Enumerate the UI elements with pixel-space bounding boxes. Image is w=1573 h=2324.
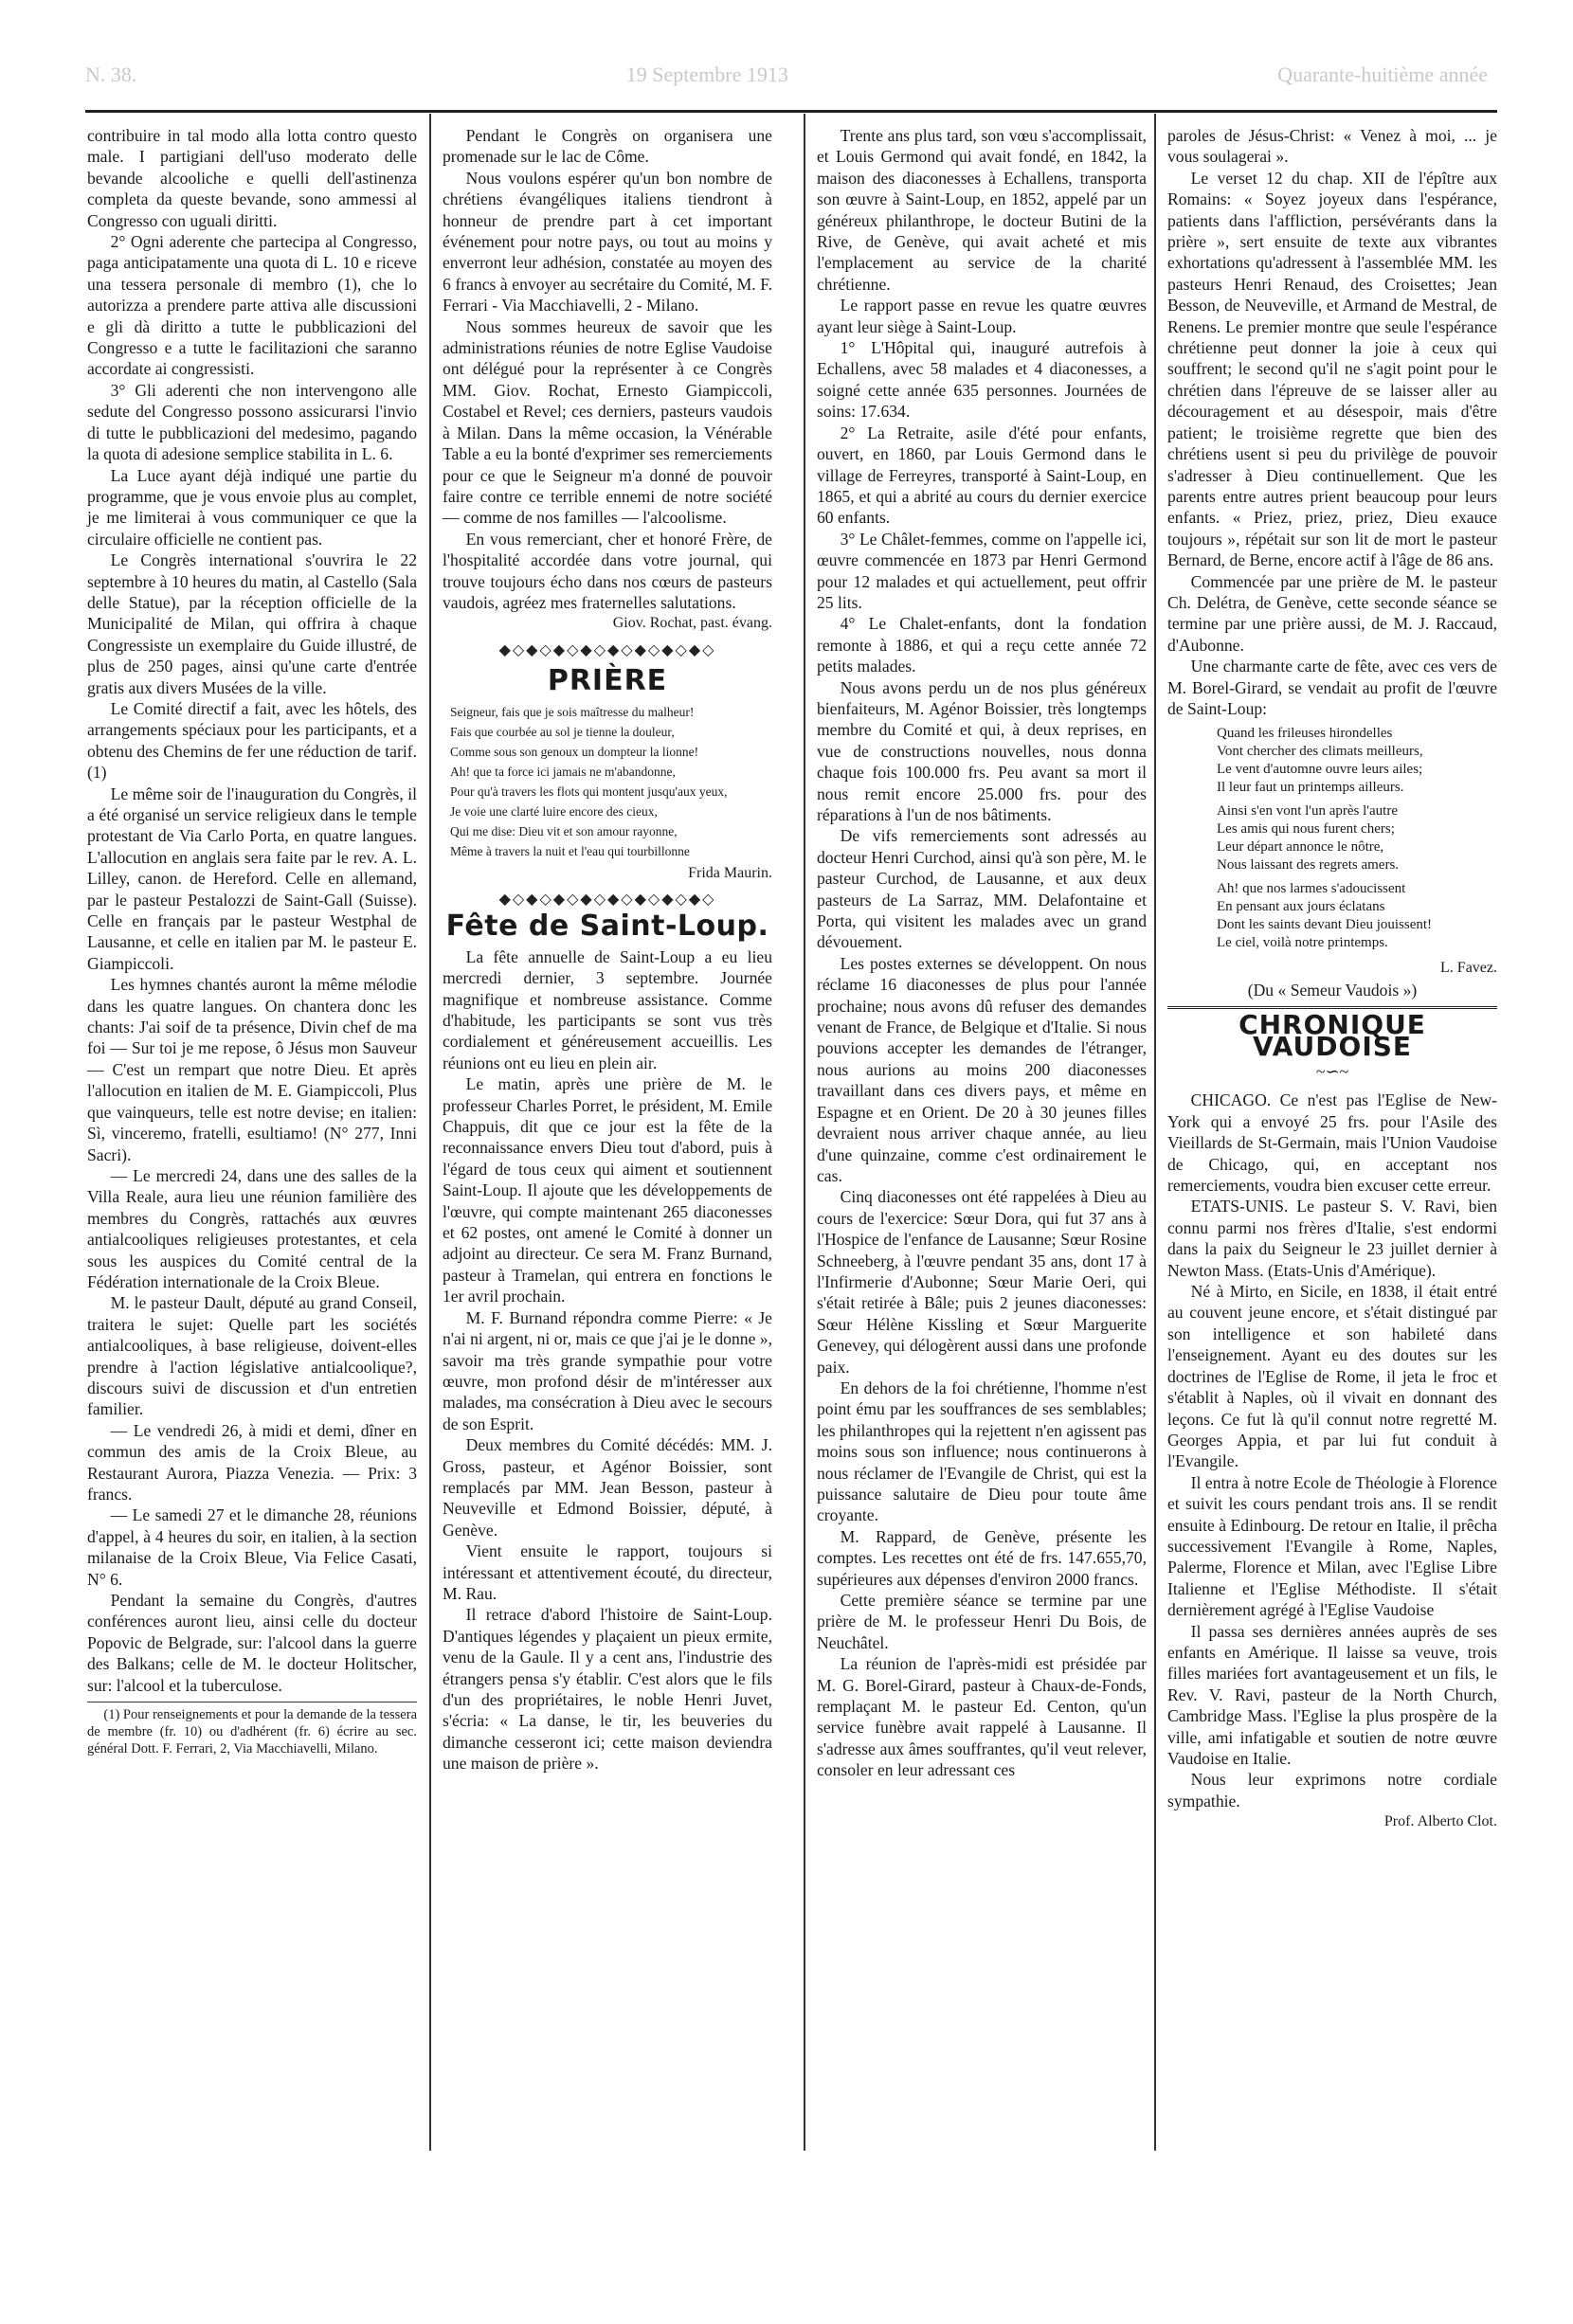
paragraph: paroles de Jésus-Christ: « Venez à moi, ... je vous soulagerai ». bbox=[1167, 126, 1497, 167]
column-4 bbox=[1167, 125, 1497, 1833]
paragraph: 2° Ogni aderente che partecipa al Congresso, paga anticipatamente una quota di L. 10 e riceve una tessera personale di membro (1), che lo autorizza a prendere parte attiva alle discussioni e gli dà diritto a tutte le pubblicazioni del Congresso e a tutte le facilitazioni che saranno accordate ai congressisti. bbox=[87, 232, 417, 379]
paragraph: Les hymnes chantés auront la même mélodie dans les quatre langues. On chantera donc les chants: J'ai soif de ta présence, Divin chef de ma foi — Sur toi je me repose, ô Jésus mon Sauveur — C'est un rempart que notre Dieu. Et après l'allocution en italien de M. E. Giampiccoli, Plus que vainqueurs, telle est notre devise; en italien: Sì, vinceremo, fratelli, esultiamo! (N° 277, Inni Sacri). bbox=[87, 975, 417, 1164]
paragraph: La Luce ayant déjà indiqué une partie du programme, que je vous envoie plus au complet, je me limiterai à vous communiquer ce que la circulaire officielle ne contient pas. bbox=[87, 465, 417, 549]
poem-line: Seigneur, fais que je sois maîtresse du malheur! bbox=[450, 704, 695, 719]
poem-line: Ah! que nos larmes s'adoucissent bbox=[1217, 881, 1406, 897]
paragraph: Il entra à notre Ecole de Théologie à Florence et suivit les cours pendant trois ans. Il se rendit ensuite à Edinbourg. De retour en Italie, il prêcha successivement l'Evangile à Rome, Naples, Palerme, Florence et Milan, avec l'Eglise Libre Italienne et l'Eglise Méthodiste. Il s'était dernièrement agrégé à l'Eglise Vaudoise bbox=[1167, 1472, 1497, 1620]
section-title-priere: PRIÈRE bbox=[547, 664, 668, 698]
paragraph: 3° Gli aderenti che non intervengono alle sedute del Congresso possono assicurarsi l'invio di tutte le pubblicazioni del medesimo, pagando la quota di adesione semplice stabilita in L. 6. bbox=[87, 380, 417, 464]
poem-line: Même à travers la nuit et l'eau qui tourbillonne bbox=[450, 843, 690, 858]
paragraph: Cette première séance se termine par une prière de M. le professeur Henri Du Bois, de Neuchâtel. bbox=[817, 1591, 1147, 1652]
paragraph: ETATS-UNIS. Le pasteur S. V. Ravi, bien connu parmi nos frères d'Italie, s'est endormi dans la paix du Seigneur le 23 juillet dernier à Newton Mass. (Etats-Unis d'Amérique). bbox=[1167, 1197, 1497, 1280]
paragraph: Pendant le Congrès on organisera une promenade sur le lac de Côme. bbox=[443, 126, 772, 167]
poem-line: Dont les saints devant Dieu jouissent! bbox=[1217, 917, 1433, 933]
column-1 bbox=[87, 125, 417, 1757]
paragraph: Nous sommes heureux de savoir que les administrations réunies de notre Eglise Vaudoise ont délégué pour la représenter à ce Congrès MM. Giov. Rochat, Ernesto Giampiccoli, Costabel et Revel; ces derniers, pasteurs vaudois à Milan. Dans la même occasion, la Vénérable Table a eu la bonté d'exprimer ses remerciements pour ce que le Seigneur m'a donné de pouvoir faire contre ce terrible ennemi de notre société — comme de nos familles — l'alcoolisme. bbox=[443, 316, 772, 528]
top-rule bbox=[85, 110, 1497, 113]
paragraph: Les postes externes se développent. On nous réclame 16 diaconesses de plus pour l'année prochaine; nous avons dû refuser des demandes venant de France, de Belgique et d'Italie. Si nous pouvions accepter les demandes de l'étranger, nous aurions au moins 200 diaconesses travaillant dans ces divers pays, et même en Espagne et en Orient. De 20 à 30 jeunes filles devraient nous arriver chaque année, au lieu d'une quinzaine, comme c'est ordinairement le cas. bbox=[817, 953, 1147, 1185]
poem-stanza bbox=[1217, 725, 1497, 797]
paragraph: Le rapport passe en revue les quatre œuvres ayant leur siège à Saint-Loup. bbox=[817, 296, 1147, 336]
paragraph: Nous avons perdu un de nos plus généreux bienfaiteurs, M. Agénor Boissier, très longtemps membre du Comité et qui, à deux reprises, en vue de constructions nouvelles, nous donna chaque fois 100.000 frs. Peu avant sa mort il nous remit encore 25.000 frs. pour des réparations à l'un de nos bâtiments. bbox=[817, 677, 1147, 824]
poem-line: Ah! que ta force ici jamais ne m'abandonne, bbox=[450, 764, 676, 779]
paragraph: Le Congrès international s'ouvrira le 22 septembre à 10 heures du matin, al Castello (Sala delle Statue), par la réception officielle de la Municipalité de Milan, qui offrira à chaque Congressiste un exemplaire du Guide illustré, de plus de 250 pages, ainsi qu'une carte d'entrée gratis aux divers Musées de la ville. bbox=[87, 550, 417, 697]
paragraph: Le même soir de l'inauguration du Congrès, il a été organisé un service religieux dans le temple protestant de Via Carlo Porta, en quatre langues. L'allocution en anglais sera faite par le rev. A. L. Lilley, canon. de Hereford. Celle en allemand, par le pasteur Pestalozzi de Saint-Gall (Suisse). Celle en français par le pasteur Westphal de Lausanne, et celle en italien par M. le pasteur E. Giampiccoli. bbox=[87, 784, 417, 973]
poem-line: Vont chercher des climats meilleurs, bbox=[1217, 744, 1423, 760]
paragraph: Il passa ses dernières années auprès de ses enfants en Amérique. Il laisse sa veuve, trois filles mariées fort avantageusement et un fils, le Rev. V. Ravi, pasteur de la North Church, Cambridge Mass. l'Eglise la plus prospère de la ville, ami infatigable et soutien de notre œuvre Vaudoise en Italie. bbox=[1167, 1621, 1497, 1768]
paragraph: Vient ensuite le rapport, toujours si intéressant et attentivement écouté, du directeur, M. Rau. bbox=[443, 1541, 772, 1603]
paragraph: Une charmante carte de fête, avec ces vers de M. Borel-Girard, se vendait au profit de l'œuvre de Saint-Loup: bbox=[1167, 657, 1497, 718]
paragraph: La réunion de l'après-midi est présidée par M. G. Borel-Girard, pasteur à Chaux-de-Fonds, remplaçant M. le pasteur Ed. Centon, qu'un service funèbre avait rappelé à Lausanne. Il s'adresse aux âmes souffrantes, qu'il veut relever, consoler en leur adressant ces bbox=[817, 1654, 1147, 1780]
issue-date: 19 Septembre 1913 bbox=[625, 63, 788, 86]
poem-line: Pour qu'à travers les flots qui montent jusqu'aux yeux, bbox=[450, 784, 728, 799]
paragraph: Commencée par une prière de M. le pasteur Ch. Delétra, de Genève, cette seconde séance se termine par une prière aussi, de M. J. Raccaud, d'Aubonne. bbox=[1167, 571, 1497, 655]
issue-number: N. 38. bbox=[85, 63, 137, 86]
poem-line: Je voie une clarté luire encore des cieux, bbox=[450, 803, 658, 819]
column-divider bbox=[804, 114, 805, 2151]
paragraph: 4° Le Chalet-enfants, dont la fondation remonte à 1886, et qui a reçu cette année 72 petits malades. bbox=[817, 614, 1147, 676]
poem-line: Il leur faut un printemps ailleurs. bbox=[1217, 780, 1404, 796]
poem-line: Qui me dise: Dieu vit et son amour rayonne, bbox=[450, 823, 678, 838]
paragraph: Trente ans plus tard, son vœu s'accomplissait, et Louis Germond qui avait fondé, en 1842, la maison des diaconesses à Echallens, transporta son œuvre à Saint-Loup, en 1852, appelé par un généreux philanthrope, le docteur Butini de la Rive, de Genève, qui avait acheté et mis l'emplacement au service de la charité chrétienne. bbox=[817, 126, 1147, 294]
paragraph: — Le vendredi 26, à midi et demi, dîner en commun des amis de la Croix Bleue, au Restaurant Aurora, Piazza Venezia. — Prix: 3 francs. bbox=[87, 1420, 417, 1504]
poem-line: Nous laissant des regrets amers. bbox=[1217, 857, 1400, 874]
paragraph: — Le mercredi 24, dans une des salles de la Villa Reale, aura lieu une réunion familière des membres du Congrès, rattachés aux œuvres antialcooliques religieuses protestantes, et cela sous les auspices du Comité central de la Fédération internationale de la Croix Bleue. bbox=[87, 1165, 417, 1291]
paragraph: CHICAGO. Ce n'est pas l'Eglise de New-York qui a envoyé 25 frs. pour l'Asile des Vieillards de St-Germain, mais l'Union Vaudoise de Chicago, qui, en acceptant nos remerciements, voudra bien excuser cette erreur. bbox=[1167, 1090, 1497, 1196]
paragraph: M. le pasteur Dault, député au grand Conseil, traitera le sujet: Quelle part les sociétés antialcooliques, à base religieuse, doivent-elles prendre à l'action législative antialcoolique?, discours suivi de discussion et d'un entretien familier. bbox=[87, 1293, 417, 1419]
poem-line: Leur départ annonce le nôtre, bbox=[1217, 839, 1384, 856]
footnote bbox=[87, 1702, 417, 1757]
ornament-divider: ◆◇◆◇◆◇◆◇◆◇◆◇◆◇◆◇ bbox=[498, 641, 716, 658]
poem bbox=[1217, 725, 1497, 952]
paragraph: — Le samedi 27 et le dimanche 28, réunions d'appel, à 4 heures du soir, en italien, à la section milanaise de la Croix Bleue, Via Felice Casati, N° 6. bbox=[87, 1505, 417, 1589]
section-title-chronique: CHRONIQUE VAUDOISE bbox=[1239, 1009, 1426, 1062]
paragraph: 1° L'Hôpital qui, inauguré autrefois à Echallens, avec 58 malades et 4 diaconesses, a soigné cette année 635 personnes. Journées de soins: 17.634. bbox=[817, 338, 1147, 422]
column-2 bbox=[443, 125, 772, 1775]
section-title-fete: Fête de Saint-Loup. bbox=[443, 916, 772, 938]
paragraph: Pendant la semaine du Congrès, d'autres conférences auront lieu, ainsi celle du docteur Popovic de Belgrade, sur: l'alcool dans la guerre des Balkans; celle de M. le docteur Holitscher, sur: l'alcool et la tuberculose. bbox=[87, 1591, 417, 1695]
poem-author: Frida Maurin. bbox=[688, 864, 772, 881]
poem-line: Ainsi s'en vont l'un après l'autre bbox=[1217, 803, 1398, 820]
paragraph: Le verset 12 du chap. XII de l'épître aux Romains: « Soyez joyeux dans l'espérance, patients dans l'affliction, persévérants dans la prière », sert ensuite de texte aux vibrantes exhortations qu'adressent à l'assemblée MM. les pasteurs Henri Renaud, des Croisettes; Jean Besson, de Neuveville, et Armand de Mestral, de Renens. Le premier montre que seule l'espérance chrétienne peut donner la joie à ceux qui souffrent; le second qu'il ne s'agit point pour le chrétien dans l'épreuve de se laisser aller au découragement et au désespoir, mais d'être patient; le troisième regrette que bien des chrétiens usent si peu du privilège de pouvoir s'adresser à Dieu continuellement. Que les parents entre autres prient beaucoup pour leurs enfants. « Priez, priez, priez, Dieu exauce toujours », répétait sur son lit de mort le pasteur Bernard, de Berne, encore actif à l'âge de 86 ans. bbox=[1167, 168, 1497, 570]
poem-line: En pensant aux jours éclatans bbox=[1217, 899, 1385, 915]
paragraph: La fête annuelle de Saint-Loup a eu lieu mercredi dernier, 3 septembre. Journée magnifique et nombreuse assistance. Comme d'habitude, les participants se sont vus très cordialement et généreusement accueillis. Les réunions ont eu lieu en plein air. bbox=[443, 946, 772, 1072]
paragraph: Le Comité directif a fait, avec les hôtels, des arrangements spéciaux pour les participants, et a obtenu des Chemins de fer une réduction de tarif. (1) bbox=[87, 698, 417, 783]
poem-line: Fais que courbée au sol je tienne la douleur, bbox=[450, 724, 675, 739]
column-3 bbox=[817, 125, 1147, 1781]
column-divider bbox=[429, 114, 431, 2151]
volume-year: Quarante-huitième année bbox=[1277, 63, 1488, 86]
swash-ornament: ~∽~ bbox=[1315, 1062, 1349, 1081]
paragraph: Deux membres du Comité décédés: MM. J. Gross, pasteur, et Agénor Boissier, sont remplacés par MM. Jean Besson, pasteur à Neuveville et Edmond Boissier, député, à Genève. bbox=[443, 1435, 772, 1540]
poem-stanza bbox=[1217, 880, 1497, 952]
paragraph: Né à Mirto, en Sicile, en 1838, il était entré au couvent jeune encore, et s'était distingué par son intelligence et son habileté dans l'enseignement. Ayant eu des doutes sur les doctrines de l'Eglise de Rome, il jeta le froc et s'établit à Naples, où il vivait en donnant des leçons. Ce fut là qu'il connut notre regretté M. Georges Appia, et par lui fut conduit à l'Evangile. bbox=[1167, 1282, 1497, 1471]
paragraph: Cinq diaconesses ont été rappelées à Dieu au cours de l'exercice: Sœur Dora, qui fut 37 ans à l'Hospice de l'enfance de Lausanne; Sœur Rosine Schneeberg, à l'œuvre pendant 35 ans, dont 17 à l'Infirmerie d'Aubonne; Sœur Marie Oeri, qui s'était retirée à Bâle; puis 2 jeunes diaconesses: Sœur Hélène Kissling et Sœur Marguerite Genevey, qui délogèrent aussi dans une profonde paix. bbox=[817, 1187, 1147, 1377]
paragraph: Il retrace d'abord l'histoire de Saint-Loup. D'antiques légendes y plaçaient un pieux ermite, venu de la Gaule. Il y a cent ans, l'industrie des étrangers pensa s'y établir. C'est alors que le fils d'un des propriétaires, le noble Henri Juvet, s'écria: « La danse, le tir, les beuveries du dimanche cesseront ici; cette maison deviendra une maison de prière ». bbox=[443, 1605, 772, 1774]
poem-line: Le ciel, voilà notre printemps. bbox=[1217, 935, 1388, 951]
signature: Giov. Rochat, past. évang. bbox=[612, 615, 772, 632]
paragraph: Nous leur exprimons notre cordiale sympathie. bbox=[1167, 1770, 1497, 1811]
paragraph: M. Rappard, de Genève, présente les comptes. Les recettes ont été de frs. 147.655,70, supérieures aux dépenses d'environ 2000 francs. bbox=[817, 1526, 1147, 1589]
paragraph: M. F. Burnand répondra comme Pierre: « Je n'ai ni argent, ni or, mais ce que j'ai je le donne », savoir ma très grande sympathie pour votre œuvre, mon profond désir de m'intéresser aux malades, ma consécration à Dieu avec le secours de son Esprit. bbox=[443, 1307, 772, 1433]
paragraph: contribuire in tal modo alla lotta contro questo male. I partigiani dell'uso moderato delle bevande alcooliche e quelli dell'astinenza completa da queste bevande, sono ammessi al Congresso con uguali diritti. bbox=[87, 126, 417, 230]
running-head bbox=[85, 63, 1488, 91]
signature: Prof. Alberto Clot. bbox=[1383, 1813, 1497, 1830]
paragraph: Le matin, après une prière de M. le professeur Charles Porret, le président, M. Emile Chappuis, dit que ce jour est la fête de la reconnaissance envers Dieu tout d'abord, puis à l'égard de tous ceux qui aiment et soutiennent Saint-Loup. Il ajoute que les développements de l'œuvre, qui compte maintenant 265 diaconesses et 62 postes, ont amené le Comité à donner un adjoint au directeur. Ce sera M. Franz Burnand, pasteur à Tramelan, qui entrera en fonctions le 1er avril prochain. bbox=[443, 1074, 772, 1306]
paragraph: De vifs remerciements sont adressés au docteur Henri Curchod, ainsi qu'à son père, M. le pasteur Curchod, de Lausanne, et aux deux pasteurs de La Sarraz, MM. Delafontaine et Porta, qui visitent les malades avec un grand dévouement. bbox=[817, 826, 1147, 952]
paragraph: En vous remerciant, cher et honoré Frère, de l'hospitalité accordée dans votre journal, qui trouve toujours écho dans nos cœurs de pasteurs vaudois, agréez mes fraternelles salutations. bbox=[443, 529, 772, 612]
poem-line: Le vent d'automne ouvre leurs ailes; bbox=[1217, 762, 1423, 778]
footnote-text: (1) Pour renseignements et pour la demande de la tessera de membre (fr. 10) ou d'adhérent (fr. 6) écrire au sec. général Dott. F. Ferrari, 2, Via Macchiavelli, Milano. bbox=[87, 1707, 417, 1757]
column-divider bbox=[1154, 114, 1156, 2151]
poem-source: (Du « Semeur Vaudois ») bbox=[1247, 980, 1418, 1000]
paragraph: En dehors de la foi chrétienne, l'homme n'est point ému par les souffrances de ses semblables; les philanthropes qui la rejettent n'en agissent pas moins sous son influence; nous continuerons à nous réclamer de l'Evangile de Christ, qui est la puissance salutaire de Dieu pour toute âme croyante. bbox=[817, 1378, 1147, 1525]
poem-author: L. Favez. bbox=[1440, 960, 1497, 977]
poem-line: Comme sous son genoux un dompteur la lionne! bbox=[450, 744, 699, 759]
ornament-divider: ◆◇◆◇◆◇◆◇◆◇◆◇◆◇◆◇ bbox=[498, 891, 716, 908]
paragraph: 3° Le Châlet-femmes, comme on l'appelle ici, œuvre commencée en 1873 par Henri Germond pour 12 malades et qui actuellement, peut offrir 25 lits. bbox=[817, 529, 1147, 612]
poem-line: Quand les frileuses hirondelles bbox=[1217, 726, 1393, 742]
paragraph: Nous voulons espérer qu'un bon nombre de chrétiens évangéliques italiens tiendront à honneur de prendre part à cet important événement pour notre pays, ou tout au moins y enverront leur adhésion, constatée au moyen des 6 francs à envoyer au secrétaire du Comité, M. F. Ferrari - Via Macchiavelli, 2 - Milano. bbox=[443, 168, 772, 315]
poem-stanza bbox=[1217, 802, 1497, 874]
poem-line: Les amis qui nous furent chers; bbox=[1217, 821, 1395, 838]
paragraph: 2° La Retraite, asile d'été pour enfants, ouvert, en 1860, par Louis Germond dans le village de Ferreyres, transporté à Saint-Loup, en 1865, et qui a abrité au cours du dernier exercice 60 enfants. bbox=[817, 423, 1147, 528]
